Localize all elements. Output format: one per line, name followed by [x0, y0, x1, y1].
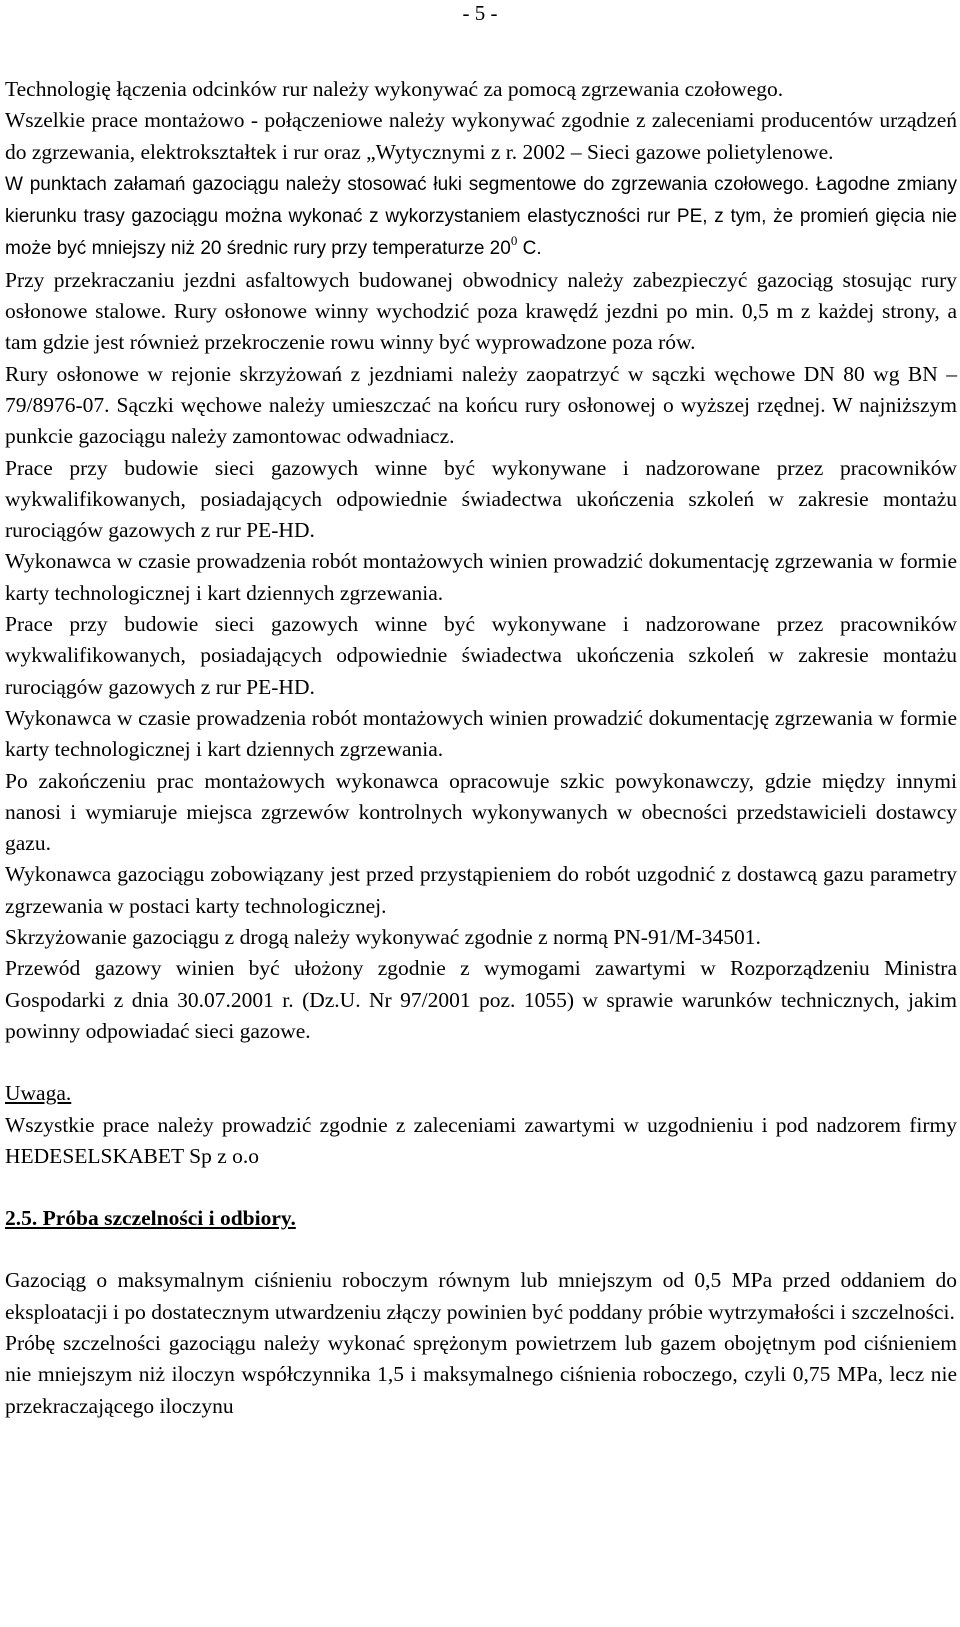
paragraph-road-crossing-a: Przy przekraczaniu jezdni asfaltowych budowanej obwodnicy należy zabezpieczyć gazociąg stosując rury osłonowe stalowe. Rury osłonowe winny wychodzić poza krawędź jezdni po min. [5, 267, 957, 324]
note-label: Uwaga. [5, 1081, 72, 1106]
paragraph-road-crossing-b: 0,5 m z każdej strony, a tam gdzie jest również przekroczenie rowu winny być wyprowadzone poza rów. [5, 299, 957, 355]
paragraph-welding-documentation-1: Wykonawca w czasie prowadzenia robót montażowych winien prowadzić dokumentację zgrzewania w formie karty technologicznej i kart dziennych zgrzewania. [5, 549, 957, 605]
section-heading: 2.5. Próba szczelności i odbiory. [5, 1206, 296, 1231]
paragraph-welding-technology: Technologię łączenia odcinków rur należy wykonywać za pomocą zgrzewania czołowego. [5, 77, 784, 101]
spacer [5, 1234, 957, 1265]
paragraph-road-crossing [5, 265, 957, 359]
paragraph-road-standard: Skrzyżowanie gazociągu z drogą należy wykonywać zgodnie z normą PN-91/M-34501. [5, 925, 761, 950]
paragraph-bends-detail: Łagodne zmiany kierunku trasy gazociągu można wykonać z wykorzystaniem elastyczności rur PE, z tym, że promień gięcia nie może być mniejszy niż 20 średnic rury przy temperaturze 20 [5, 173, 957, 260]
paragraph-welding-parameters: Wykonawca gazociągu zobowiązany jest przed przystąpieniem do robót uzgodnić z dostawcą gazu parametry zgrzewania w postaci karty technologicznej. [5, 862, 957, 918]
paragraph-as-built-sketch: Po zakończeniu prac montażowych wykonawca opracowuje szkic powykonawczy, gdzie między innymi nanosi i wymiaruje miejsca zgrzewów kontrolnych wykonywanych w obecności przedstawicieli dostawcy gazu. [5, 768, 957, 856]
paragraph-welding-documentation-2: Wykonawca w czasie prowadzenia robót montażowych winien prowadzić dokumentację zgrzewania w formie karty technologicznej i kart dziennych zgrzewania. [5, 705, 957, 762]
note-text: Wszystkie prace należy prowadzić zgodnie z zaleceniami zawartymi w uzgodnieniu i pod nadzorem firmy HEDESELSKABET Sp z o.o [5, 1112, 957, 1168]
document-body [5, 74, 957, 1422]
section-paragraph-test: Próbę szczelności gazociągu należy wykonać sprężonym powietrzem lub gazem obojętnym pod ciśnieniem nie mniejszym niż iloczyn współczynnika 1,5 i maksymalnego ciśnienia roboczego, czyli 0,75 MPa, lecz nie przekraczającego iloczynu [5, 1330, 957, 1418]
paragraph-regulation: Przewód gazowy winien być ułożony zgodnie z wymogami zawartymi w Rozporządzeniu Ministra Gospodarki z dnia 30.07.2001 r. (Dz.U. Nr 97/2001 poz. 1055) w sprawie warunków technicznych, jakim powinny odpowiadać sieci gazowe. [5, 956, 957, 1043]
temperature-superscript: 0 [510, 233, 518, 249]
paragraph-bends [5, 168, 957, 265]
paragraph-casing-pipes: Rury osłonowe w rejonie skrzyżowań z jezdniami należy zaopatrzyć w sączki węchowe DN 80 wg BN –79/8976-07. Sączki węchowe należy umieszczać na końcu rury osłonowej o wyższej rzędnej. W najniższym punkcie gazociągu należy zamontowac odwadniacz. [5, 361, 957, 449]
spacer [5, 1172, 957, 1203]
page-number: - 5 - [462, 1, 498, 25]
paragraph-bends-intro: W punktach załamań gazociągu należy stosować łuki segmentowe do zgrzewania czołowego. [5, 173, 810, 195]
paragraph-bends-end: C. [517, 238, 542, 260]
paragraph-qualified-workers-2: Prace przy budowie sieci gazowych winne być wykonywane i nadzorowane przez pracowników wykwalifikowanych, posiadających odpowiednie świadectwa ukończenia szkoleń w zakresie montażu rurociągów gazowych z rur PE-HD. [5, 612, 957, 699]
section-paragraph-pressure: Gazociąg o maksymalnym ciśnieniu roboczym równym lub mniejszym od 0,5 MPa przed oddaniem do eksploatacji i po dostatecznym utwardzeniu złączy powinien być poddany próbie wytrzymałości i szczelności. [5, 1268, 957, 1324]
paragraph-assembly-work: Wszelkie prace montażowo - połączeniowe należy wykonywać zgodnie z zaleceniami producentów urządzeń do zgrzewania, elektrokształtek i rur oraz „Wytycznymi z r. 2002 – Sieci gazowe polietylenowe. [5, 108, 957, 164]
spacer [5, 1047, 957, 1078]
paragraph-qualified-workers-1: Prace przy budowie sieci gazowych winne być wykonywane i nadzorowane przez pracowników wykwalifikowanych, posiadających odpowiednie świadectwa ukończenia szkoleń w zakresie montażu rurociągów gazowych z rur PE-HD. [5, 455, 957, 543]
